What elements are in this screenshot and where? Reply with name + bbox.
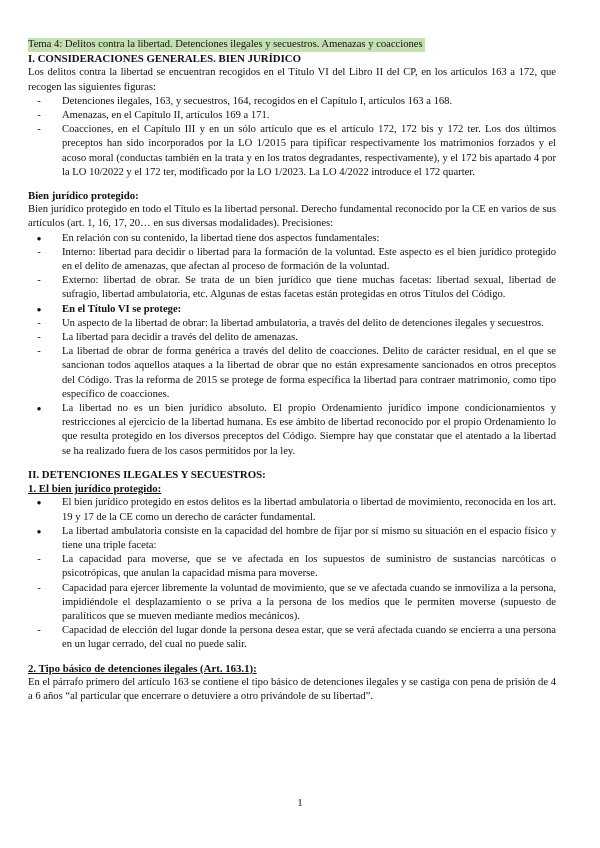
list-item-text: Interno: libertad para decidir o libertad para la formación de la voluntad. Este aspecto es el bien jurídico protegido en el delito de amenazas, que afectan al proceso de formación de la voluntad. (62, 246, 556, 273)
dash-marker: - (37, 110, 41, 122)
section-2-sub1: 1. El bien jurídico protegido: (28, 483, 162, 496)
list-item-text: Capacidad de elección del lugar donde la persona desea estar, que se verá afectada cuando se encierra a una persona en un lugar cerrado, del cual no puede salir. (62, 625, 556, 651)
section-2-para: En el párrafo primero del artículo 163 se contiene el tipo básico de detenciones ilegales y se castiga con pena de prisión de 4 a 6 años “al particular que encerrare o detuviere a otro privándole de su libertad”. (28, 676, 556, 702)
list-item (28, 496, 556, 524)
list-item (28, 317, 556, 331)
list-item-text: La libertad ambulatoria consiste en la capacidad del hombre de fijar por sí mismo su situación en el espacio físico y tiene una triple faceta: (62, 525, 556, 551)
dash-marker: - (37, 95, 41, 107)
bullet-marker: ● (36, 404, 42, 414)
list-item-text: Amenazas, en el Capítulo II, artículos 169 a 171. (62, 110, 270, 122)
document-page (28, 38, 556, 704)
list-item-text: Externo: libertad de obrar. Se trata de un bien jurídico que tiene muchas facetas: libertad sexual, libertad de sufragio, libertad ambulatoria, etc. Algunas de estas facetas están protegidas en otros Títulos del Código. (62, 275, 556, 301)
dash-marker: - (37, 332, 41, 344)
list-item-text: La libertad no es un bien jurídico absoluto. El propio Ordenamiento jurídico impone condicionamientos y restricciones al ejercicio de la libertad humana. Es ese ámbito de libertad reconocido por el propio Ordenamiento lo que resulta protegido en los diversos preceptos del Código. Siempre hay que constatar que el atentado a la libertad se ha realizado fuera de los casos permitidos por la ley. (62, 403, 556, 457)
list-item-text: El bien jurídico protegido en estos delitos es la libertad ambulatoria o libertad de movimiento, reconocida en los art. 19 y 17 de la CE como un derecho de carácter fundamental. (62, 497, 556, 523)
dash-marker: - (37, 124, 41, 136)
dash-marker: - (37, 625, 41, 637)
dash-marker: - (37, 554, 41, 566)
section-2-heading: II. DETENCIONES ILEGALES Y SECUESTROS: (28, 468, 266, 481)
list-item (28, 95, 556, 109)
section-1-intro: Los delitos contra la libertad se encuentran recogidos en el Título VI del Libro II del CP, en los artículos 163 a 172, que recogen las siguientes figuras: (28, 67, 556, 93)
page-number: 1 (297, 797, 303, 809)
list-item (28, 232, 556, 246)
list-item (28, 345, 556, 402)
list-item (28, 123, 556, 180)
list-item (28, 274, 556, 302)
list-item-text: La capacidad para moverse, que se ve afectada en los supuestos de suministro de sustancias narcóticas o psicotrópicas, que anulan la capacidad misma para moverse. (62, 554, 556, 580)
list-item-text: Coacciones, en el Capítulo III y en un sólo artículo que es el artículo 172, 172 bis y 172 ter. Los dos últimos preceptos han sido incorporados por la LO 1/2015 para tipificar respectivamente los matrimonios forzados y el acoso moral (conductas también en la trata y en los tratos degradantes, respectivamente), y el 172 bis apartado 4 por la LO 10/2022 y el 172 ter, modificado por la LO 1/2023. La LO 4/2022 introduce el 172 quarter. (62, 124, 556, 178)
dash-marker: - (37, 346, 41, 358)
bien-juridico-list (28, 496, 556, 652)
list-item (28, 246, 556, 274)
list-item (28, 402, 556, 459)
bullet-marker: ● (36, 304, 42, 314)
list-item-text: Detenciones ilegales, 163, y secuestros, 164, recogidos en el Capítulo I, artículos 163 a 168. (62, 95, 453, 107)
bien-juridico-subheading: Bien jurídico protegido: (28, 190, 139, 203)
list-item (28, 109, 556, 123)
section-2-sub2: 2. Tipo básico de detenciones ilegales (Art. 163.1): (28, 662, 257, 675)
list-item-text: Un aspecto de la libertad de obrar: la libertad ambulatoria, a través del delito de detenciones ilegales y secuestros. (62, 317, 544, 329)
dash-marker: - (37, 275, 41, 287)
figures-list (28, 95, 556, 180)
list-item (28, 525, 556, 553)
bullet-marker: ● (36, 233, 42, 243)
bien-juridico-para: Bien jurídico protegido en todo el Título es la libertad personal. Derecho fundamental reconocido por la CE en varios de sus artículos (art. 1, 16, 17, 20… en sus diversas modalidades). Precisiones: (28, 204, 556, 230)
dash-marker: - (37, 582, 41, 594)
list-item-text: En relación con su contenido, la libertad tiene dos aspectos fundamentales: (62, 232, 380, 244)
dash-marker: - (37, 317, 41, 329)
list-item-text: En el Título VI se protege: (62, 303, 182, 315)
bullet-marker: ● (36, 498, 42, 508)
list-item (28, 582, 556, 625)
precisiones-list (28, 232, 556, 459)
list-item (28, 624, 556, 652)
list-item (28, 303, 556, 317)
list-item-text: La libertad de obrar de forma genérica a través del delito de coacciones. Delito de carácter residual, en el que se sancionan todos aquellos ataques a la libertad de obrar que no están expresamente sancionados en otros preceptos del Código. Tras la reforma de 2015 se protege de forma específica la libertad para contraer matrimonio, como tipo específico de coacciones. (62, 346, 556, 400)
list-item (28, 553, 556, 581)
section-1-heading: I. CONSIDERACIONES GENERALES. BIEN JURÍDICO (28, 53, 301, 66)
dash-marker: - (37, 246, 41, 258)
list-item (28, 331, 556, 345)
bullet-marker: ● (36, 526, 42, 536)
list-item-text: La libertad para decidir a través del delito de amenazas. (62, 332, 298, 344)
document-title: Tema 4: Delitos contra la libertad. Detenciones ilegales y secuestros. Amenazas y coacciones (28, 38, 425, 52)
list-item-text: Capacidad para ejercer libremente la voluntad de movimiento, que se ve afectada cuando se inmoviliza a la persona, impidiéndole el desplazamiento o se priva a la persona de los medios que le permiten moverse (supuesto de paralíticos que se mueven mediante medios mecánicos). (62, 582, 556, 622)
